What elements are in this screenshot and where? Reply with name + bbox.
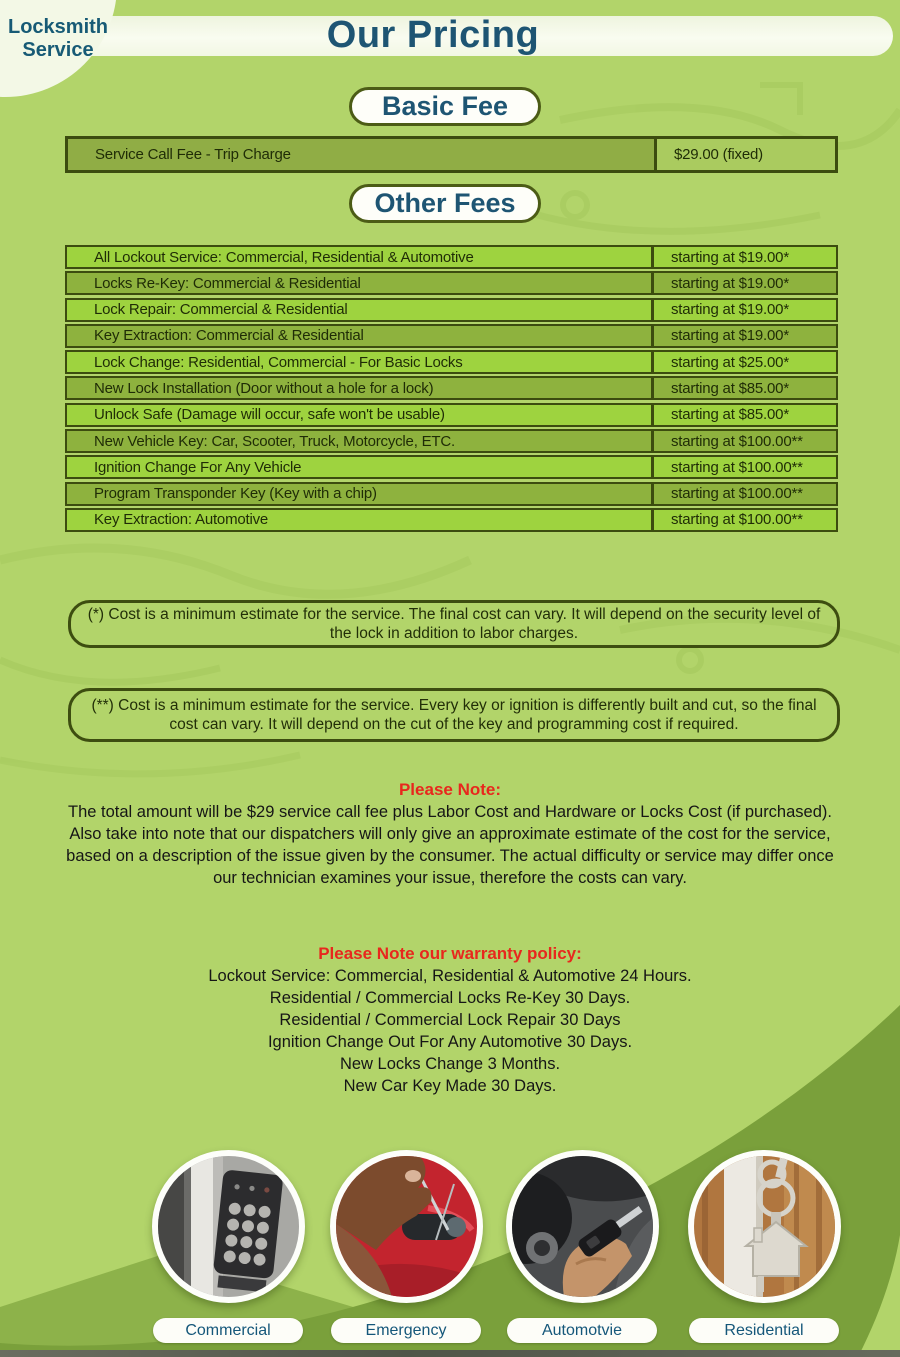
page-title: Our Pricing xyxy=(326,14,540,56)
warranty-list xyxy=(60,965,840,1097)
fee-table-row xyxy=(65,350,838,374)
please-note-body: The total amount will be $29 service call fee plus Labor Cost and Hardware or Locks Cost (if purchased). Also take into note that our dispatchers will only give an approximate estimate of the cost for the service, based on a description of the issue given by the consumer. The actual difficulty or service may differ once our technician examines your issue, therefore the costs can vary. xyxy=(66,803,834,887)
warranty-item: Residential / Commercial Lock Repair 30 Days xyxy=(279,1011,621,1029)
fee-service-cell: Service Call Fee - Trip Charge xyxy=(68,139,654,170)
fee-table-row xyxy=(65,455,838,479)
fee-table-row xyxy=(65,136,838,173)
ignition-key-photo-icon xyxy=(512,1156,653,1297)
fee-price-cell: starting at $100.00** xyxy=(651,431,836,451)
fee-service-cell: Unlock Safe (Damage will occur, safe won't be usable) xyxy=(94,406,445,424)
fee-price-cell: starting at $19.00* xyxy=(651,273,836,293)
fee-service-cell: Ignition Change For Any Vehicle xyxy=(94,458,302,476)
warranty-heading: Please Note our warranty policy: xyxy=(318,944,582,963)
fee-table-row xyxy=(65,482,838,506)
service-label-button[interactable]: Commercial xyxy=(153,1318,303,1343)
note-double-asterisk: (**) Cost is a minimum estimate for the service. Every key or ignition is differently built and cut, so the final cost can vary. It will depend on the cut of the key and programming cost if required. xyxy=(68,688,840,742)
fee-service-cell: Key Extraction: Automotive xyxy=(94,511,269,529)
fee-service-cell: New Lock Installation (Door without a hole for a lock) xyxy=(94,379,434,397)
fee-price-cell: $29.00 (fixed) xyxy=(654,139,835,170)
service-label-button[interactable]: Automotvie xyxy=(507,1318,657,1343)
warranty-item: Ignition Change Out For Any Automotive 30 Days. xyxy=(267,1033,633,1051)
fee-table-row xyxy=(65,429,838,453)
fee-table-row xyxy=(65,376,838,400)
fee-price-cell: starting at $19.00* xyxy=(651,326,836,346)
warranty-item: Lockout Service: Commercial, Residential & Automotive 24 Hours. xyxy=(208,967,692,985)
basic-fee-heading: Basic Fee xyxy=(349,87,541,126)
service-label-button[interactable]: Emergency xyxy=(331,1318,481,1343)
fee-price-cell: starting at $100.00** xyxy=(651,484,836,504)
fee-price-cell: starting at $85.00* xyxy=(651,378,836,398)
service-card-commercial xyxy=(152,1150,305,1357)
service-card-emergency xyxy=(330,1150,483,1357)
note-single-asterisk: (*) Cost is a minimum estimate for the service. The final cost can vary. It will depend on the security level of the lock in addition to labor charges. xyxy=(68,600,840,648)
fee-service-cell: New Vehicle Key: Car, Scooter, Truck, Motorcycle, ETC. xyxy=(94,432,455,450)
fee-price-cell: starting at $19.00* xyxy=(651,247,836,267)
warranty-item: Residential / Commercial Locks Re-Key 30 Days. xyxy=(269,989,631,1007)
fee-table-row xyxy=(65,403,838,427)
fee-service-cell: Key Extraction: Commercial & Residential xyxy=(94,327,364,345)
fee-table-row xyxy=(65,508,838,532)
warranty-item: New Car Key Made 30 Days. xyxy=(343,1077,557,1095)
car-lockout-photo-icon xyxy=(336,1156,477,1297)
logo-line1: Locksmith xyxy=(7,16,109,38)
warranty-item: New Locks Change 3 Months. xyxy=(339,1055,561,1073)
fee-price-cell: starting at $85.00* xyxy=(651,405,836,425)
other-fees-table xyxy=(65,245,838,534)
please-note-heading: Please Note: xyxy=(398,780,502,799)
fee-service-cell: Lock Repair: Commercial & Residential xyxy=(94,301,348,319)
logo xyxy=(0,16,116,62)
fee-table-row xyxy=(65,245,838,269)
automotive-photo[interactable] xyxy=(506,1150,659,1303)
service-card-residential xyxy=(688,1150,841,1357)
emergency-photo[interactable] xyxy=(330,1150,483,1303)
fee-price-cell: starting at $25.00* xyxy=(651,352,836,372)
house-keychain-photo-icon xyxy=(694,1156,835,1297)
fee-price-cell: starting at $100.00** xyxy=(651,510,836,530)
logo-line2: Service xyxy=(22,39,94,61)
service-card-automotive xyxy=(506,1150,659,1357)
fee-service-cell: Lock Change: Residential, Commercial - For Basic Locks xyxy=(94,353,463,371)
residential-photo[interactable] xyxy=(688,1150,841,1303)
fee-service-cell: Locks Re-Key: Commercial & Residential xyxy=(94,274,361,292)
fee-table-row xyxy=(65,298,838,322)
fee-price-cell: starting at $19.00* xyxy=(651,300,836,320)
fee-table-row xyxy=(65,324,838,348)
fee-service-cell: All Lockout Service: Commercial, Residential & Automotive xyxy=(94,248,474,266)
basic-fee-table xyxy=(65,136,838,173)
commercial-photo[interactable] xyxy=(152,1150,305,1303)
fee-table-row xyxy=(65,271,838,295)
keypad-photo-icon xyxy=(158,1156,299,1297)
fee-price-cell: starting at $100.00** xyxy=(651,457,836,477)
service-label-button[interactable]: Residential xyxy=(689,1318,839,1343)
fee-service-cell: Program Transponder Key (Key with a chip) xyxy=(94,485,377,503)
other-fees-heading: Other Fees xyxy=(349,184,541,223)
